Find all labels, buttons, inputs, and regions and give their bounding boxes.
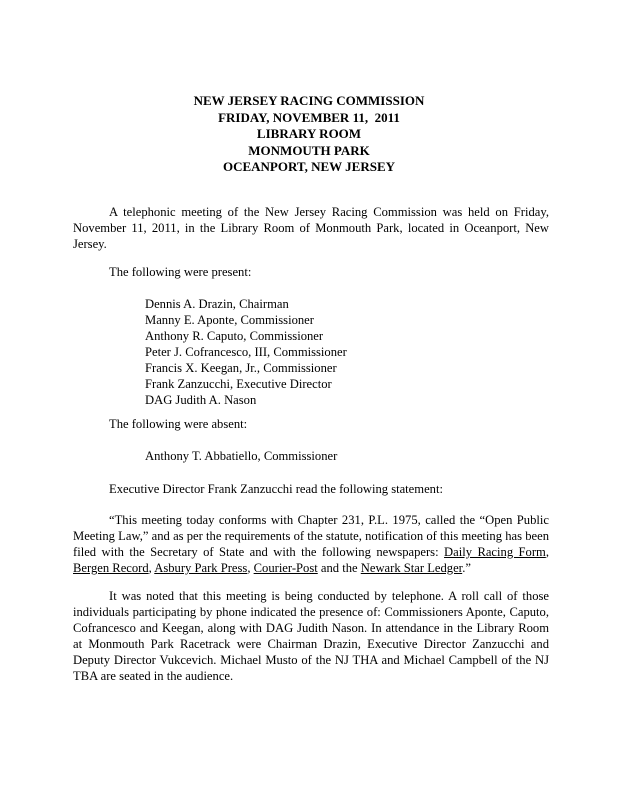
statement-closing: .”	[462, 561, 471, 575]
header-line-room: LIBRARY ROOM	[256, 126, 362, 142]
present-item: DAG Judith A. Nason	[145, 393, 257, 407]
header-line-location: OCEANPORT, NEW JERSEY	[222, 159, 396, 175]
document-header	[0, 93, 618, 176]
statement-separator: ,	[545, 545, 549, 559]
statement-separator: ,	[247, 561, 254, 575]
intro-paragraph: A telephonic meeting of the New Jersey Racing Commission was held on Friday, November 11, 2011, in the Library Room of Monmouth Park, located in Oceanport, New Jersey.	[73, 205, 549, 251]
header-line-venue: MONMOUTH PARK	[248, 142, 370, 158]
present-item: Anthony R. Caputo, Commissioner	[145, 329, 324, 343]
newspaper-bergen-record: Bergen Record	[73, 561, 149, 575]
statement-separator: ,	[148, 561, 155, 575]
statement-text: “This meeting today conforms with Chapter 231, P.L. 1975, called the “Open Public Meeting Law,” and as per the requirements of the statute, notification of this meeting has been filed with the Secretary of State and with the following newspapers:	[73, 513, 549, 559]
statement-separator: and the	[317, 561, 361, 575]
newspaper-daily-racing-form: Daily Racing Form	[444, 545, 546, 559]
present-item: Frank Zanzucchi, Executive Director	[145, 377, 332, 391]
header-line-commission: NEW JERSEY RACING COMMISSION	[193, 93, 425, 108]
statement-paragraph	[73, 512, 549, 576]
present-item: Peter J. Cofrancesco, III, Commissioner	[145, 345, 347, 359]
present-item: Dennis A. Drazin, Chairman	[145, 297, 289, 311]
newspaper-newark-star-ledger: Newark Star Ledger	[360, 561, 463, 575]
statement-intro: Executive Director Frank Zanzucchi read the following statement:	[109, 482, 443, 496]
newspaper-courier-post: Courier-Post	[253, 561, 318, 575]
present-list	[145, 296, 347, 408]
newspaper-asbury-park-press: Asbury Park Press	[154, 561, 248, 575]
roll-call-paragraph: It was noted that this meeting is being conducted by telephone. A roll call of those individuals participating by phone indicated the presence of: Commissioners Aponte, Caputo, Cofrancesco and Keegan, along with DAG Judith Nason. In attendance in the Library Room at Monmouth Park Racetrack were Chairman Drazin, Executive Director Zanzucchi and Deputy Director Vukcevich. Michael Musto of the NJ THA and Michael Campbell of the NJ TBA are seated in the audience.	[73, 589, 549, 683]
present-heading: The following were present:	[109, 265, 252, 279]
present-item: Francis X. Keegan, Jr., Commissioner	[145, 361, 337, 375]
absent-item: Anthony T. Abbatiello, Commissioner	[145, 449, 338, 463]
present-item: Manny E. Aponte, Commissioner	[145, 313, 314, 327]
absent-heading: The following were absent:	[109, 417, 248, 431]
absent-list	[145, 448, 337, 464]
header-line-date: FRIDAY, NOVEMBER 11, 2011	[218, 109, 400, 125]
